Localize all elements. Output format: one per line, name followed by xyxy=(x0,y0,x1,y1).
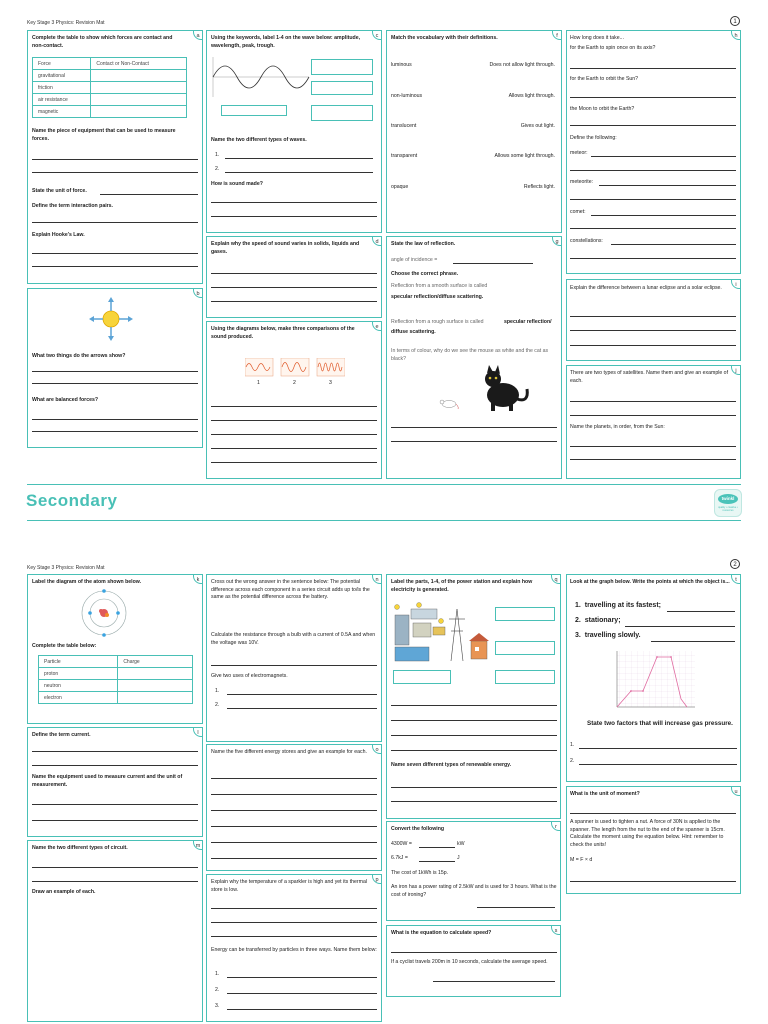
table-header: Charge xyxy=(118,656,193,668)
list-number: 2. xyxy=(215,702,220,708)
answer-line[interactable] xyxy=(32,881,198,882)
table-cell: gravitational xyxy=(33,70,91,82)
twinkl-logo xyxy=(714,489,742,517)
distance-time-graph xyxy=(607,649,697,717)
vocab-definition[interactable]: Gives out light. xyxy=(520,123,555,129)
answer-line[interactable] xyxy=(570,228,736,229)
cat-image xyxy=(471,365,531,411)
table-cell: electron xyxy=(39,692,118,704)
panel-n xyxy=(206,574,382,742)
list-number: 1. xyxy=(215,688,220,694)
answer-line[interactable] xyxy=(419,861,455,862)
question-text: Using the diagrams below, make three comparisons of the sound produced. xyxy=(211,326,355,340)
label-box-2[interactable] xyxy=(495,641,555,655)
answer-line[interactable] xyxy=(32,172,198,173)
table-header: Contact or Non-Contact xyxy=(91,58,187,70)
table-cell: air resistance xyxy=(33,94,91,106)
answer-line[interactable] xyxy=(570,199,736,200)
answer-line[interactable] xyxy=(611,244,736,245)
label-box-1[interactable] xyxy=(495,607,555,621)
panel-tag: u xyxy=(731,786,741,796)
answer-line[interactable] xyxy=(211,936,377,937)
answer-line[interactable] xyxy=(32,765,198,766)
question-text: Define the term current. xyxy=(32,732,91,738)
list-number: 2. xyxy=(570,758,575,764)
panel-s xyxy=(386,925,561,997)
answer-line[interactable] xyxy=(211,420,377,421)
panel-l xyxy=(27,727,203,837)
panel-tag: d xyxy=(372,236,382,246)
panel-m xyxy=(27,840,203,1022)
question-text: Give two uses of electromagnets. xyxy=(211,673,288,679)
answer-line[interactable] xyxy=(211,462,377,463)
answer-line[interactable] xyxy=(211,908,377,909)
panel-r xyxy=(386,821,561,921)
definition-term: meteor: xyxy=(570,150,588,156)
table-header: Force xyxy=(33,58,91,70)
question-text: Complete the table to show which forces are contact and non-contact. xyxy=(32,35,173,49)
table-cell: neutron xyxy=(39,680,118,692)
panel-tag: m xyxy=(193,840,203,850)
table-cell: friction xyxy=(33,82,91,94)
panel-k xyxy=(27,574,203,724)
definition-term: constellations: xyxy=(570,238,603,244)
banner-top-line xyxy=(27,484,741,485)
conversion-unit: kW xyxy=(457,841,465,847)
prompt-text: Reflection from a smooth surface is called xyxy=(391,283,488,289)
conversion-left: 4300W = xyxy=(391,841,412,847)
panel-tag: c xyxy=(372,30,382,40)
answer-line[interactable] xyxy=(211,810,377,811)
question-text: Define the term interaction pairs. xyxy=(32,203,114,209)
question-text: Define the following: xyxy=(570,135,617,141)
answer-cell[interactable] xyxy=(118,692,193,704)
answer-line[interactable] xyxy=(211,842,377,843)
vocab-word[interactable]: non-luminous xyxy=(391,93,423,99)
table-header: Particle xyxy=(39,656,118,668)
label-box-3[interactable] xyxy=(221,105,287,116)
answer-line[interactable] xyxy=(570,459,736,460)
answer-line[interactable] xyxy=(591,156,736,157)
panel-tag: b xyxy=(193,288,203,298)
panel-e xyxy=(206,321,382,479)
page-header: Key Stage 3 Physics: Revision Mat xyxy=(27,565,105,571)
question-text: Convert the following xyxy=(391,826,445,832)
panel-tag: k xyxy=(193,574,203,584)
answer-line[interactable] xyxy=(32,804,198,805)
answer-line[interactable] xyxy=(32,383,198,384)
answer-line[interactable] xyxy=(570,330,736,331)
answer-line[interactable] xyxy=(211,406,377,407)
answer-line[interactable] xyxy=(32,253,198,254)
question-text: What is the equation to calculate speed? xyxy=(391,930,492,936)
question-text: Name the planets, in order, from the Sun: xyxy=(570,424,665,430)
answer-line[interactable] xyxy=(570,881,736,882)
panel-p xyxy=(206,874,382,1022)
answer-line[interactable] xyxy=(391,720,557,721)
answer-line[interactable] xyxy=(570,125,736,126)
label-box-1[interactable] xyxy=(311,59,373,75)
answer-line[interactable] xyxy=(100,194,198,195)
answer-line[interactable] xyxy=(570,415,736,416)
answer-line[interactable] xyxy=(599,185,736,186)
vocab-definition[interactable]: Does not allow light through. xyxy=(489,62,555,68)
answer-line[interactable] xyxy=(211,858,377,859)
answer-line[interactable] xyxy=(225,158,373,159)
mouse-image xyxy=(437,397,459,409)
answer-line[interactable] xyxy=(579,748,737,749)
answer-line[interactable] xyxy=(570,68,736,69)
vocab-word[interactable]: translucent xyxy=(391,123,417,129)
panel-b xyxy=(27,288,203,448)
answer-line[interactable] xyxy=(211,778,377,779)
answer-line[interactable] xyxy=(667,611,735,612)
definition-term: comet: xyxy=(570,209,586,215)
panel-q xyxy=(386,574,561,819)
question-text: Label the parts, 1-4, of the power station and explain how electricity is generated. xyxy=(391,579,533,593)
answer-cell[interactable] xyxy=(91,82,187,94)
panel-tag: n xyxy=(372,574,382,584)
question-text: Name the two different types of circuit. xyxy=(32,845,128,851)
panel-tag: j xyxy=(731,365,741,375)
question-text: An iron has a power rating of 2.5kW and is used for 3 hours. What is the cost of ironing? xyxy=(391,884,557,898)
list-item-3: 3. travelling slowly. xyxy=(575,632,641,639)
answer-line[interactable] xyxy=(433,981,555,982)
page-number: 2 xyxy=(730,559,740,569)
sound-wave-diagrams xyxy=(245,358,345,380)
question-text: The cost of 1kWh is 15p. xyxy=(391,870,449,876)
vocab-definition[interactable]: Reflects light. xyxy=(523,184,555,190)
label-box-2[interactable] xyxy=(311,81,373,95)
question-text: Name seven different types of renewable energy. xyxy=(391,762,512,768)
table-cell: proton xyxy=(39,668,118,680)
page-number: 1 xyxy=(730,16,740,26)
answer-line[interactable] xyxy=(570,345,736,346)
answer-line[interactable] xyxy=(211,202,377,203)
answer-line[interactable] xyxy=(211,434,377,435)
answer-line[interactable] xyxy=(32,751,198,752)
question-text: for the Earth to spin once on its axis? xyxy=(570,45,656,51)
wave-diagram xyxy=(211,53,311,99)
answer-line[interactable] xyxy=(419,847,455,848)
panel-c xyxy=(206,30,382,233)
panel-tag: h xyxy=(731,30,741,40)
prompt-text: In terms of colour, why do we see the mouse as white and the cat as black? xyxy=(391,348,549,362)
answer-line[interactable] xyxy=(391,801,557,802)
panel-a xyxy=(27,30,203,284)
answer-line[interactable] xyxy=(391,787,557,788)
logo-wordmark: twinkl xyxy=(718,494,738,504)
panel-t xyxy=(566,574,741,782)
answer-line[interactable] xyxy=(211,826,377,827)
answer-line[interactable] xyxy=(227,708,377,709)
panel-tag: a xyxy=(193,30,203,40)
list-item-2: 2. stationary; xyxy=(575,617,621,624)
question-text: Name the five different energy stores and give an example for each. xyxy=(211,749,367,755)
list-number: 2. xyxy=(215,987,220,993)
panel-d xyxy=(206,236,382,318)
answer-cell[interactable] xyxy=(91,70,187,82)
answer-line[interactable] xyxy=(453,263,533,264)
question-text: What two things do the arrows show? xyxy=(32,353,126,359)
answer-line[interactable] xyxy=(211,922,377,923)
answer-cell[interactable] xyxy=(118,668,193,680)
answer-line[interactable] xyxy=(391,735,557,736)
forces-diagram xyxy=(86,297,136,341)
question-text: What are balanced forces? xyxy=(32,397,99,403)
diagram-label: 2 xyxy=(293,380,296,386)
answer-line[interactable] xyxy=(227,1009,377,1010)
forces-table xyxy=(32,57,187,118)
panel-tag: r xyxy=(551,821,561,831)
choice-phrase[interactable]: specular reflection/diffuse scattering. xyxy=(391,294,484,300)
list-number: 3. xyxy=(215,1003,220,1009)
question-text: State the law of reflection. xyxy=(391,241,456,247)
answer-line[interactable] xyxy=(32,431,198,432)
answer-line[interactable] xyxy=(211,273,377,274)
panel-j xyxy=(566,365,741,479)
question-text: Explain the difference between a lunar eclipse and a solar eclipse. xyxy=(570,285,722,291)
answer-line[interactable] xyxy=(227,977,377,978)
atom-diagram xyxy=(78,587,130,639)
panel-tag: l xyxy=(193,727,203,737)
panel-tag: f xyxy=(552,30,562,40)
question-text: Name the equipment used to measure current and the unit of measurement. xyxy=(32,774,183,788)
answer-line[interactable] xyxy=(32,371,198,372)
answer-line[interactable] xyxy=(211,287,377,288)
answer-line[interactable] xyxy=(570,97,736,98)
list-number: 2. xyxy=(215,166,220,172)
question-text: Explain Hooke's Law. xyxy=(32,232,85,238)
answer-line[interactable] xyxy=(570,813,736,814)
panel-tag: o xyxy=(372,744,382,754)
answer-line[interactable] xyxy=(211,216,377,217)
answer-line[interactable] xyxy=(32,222,198,223)
answer-line[interactable] xyxy=(211,665,377,666)
question-text: What is the unit of moment? xyxy=(570,791,640,797)
answer-line[interactable] xyxy=(32,266,198,267)
question-text: Explain why the speed of sound varies in solids, liquids and gases. xyxy=(211,241,360,255)
answer-line[interactable] xyxy=(570,258,736,259)
question-text: Name the two different types of waves. xyxy=(211,137,307,143)
label-box-4[interactable] xyxy=(495,670,555,684)
answer-line[interactable] xyxy=(391,427,557,428)
definition-term: meteorite: xyxy=(570,179,594,185)
prompt-text: angle of incidence = xyxy=(391,257,438,263)
answer-line[interactable] xyxy=(579,764,737,765)
power-station-diagram xyxy=(393,601,489,663)
panel-i xyxy=(566,279,741,361)
answer-line[interactable] xyxy=(211,301,377,302)
question-text: Complete the table below: xyxy=(32,643,97,649)
vocab-word[interactable]: opaque xyxy=(391,184,409,190)
question-text: Choose the correct phrase. xyxy=(391,271,459,277)
particle-table xyxy=(38,655,193,704)
answer-cell[interactable] xyxy=(91,106,187,118)
question-text: Energy can be transferred by particles in three ways. Name them below: xyxy=(211,947,377,953)
vocab-word[interactable]: transparent xyxy=(391,153,418,159)
question-text: the Moon to orbit the Earth? xyxy=(570,106,635,112)
answer-line[interactable] xyxy=(570,401,736,402)
banner-bottom-line xyxy=(27,520,741,521)
panel-tag: i xyxy=(731,279,741,289)
vocab-word[interactable]: luminous xyxy=(391,62,412,68)
question-text: Calculate the resistance through a bulb with a current of 0.5A and when the voltage was 10V. xyxy=(211,632,376,646)
list-item-1: 1. travelling at its fastest; xyxy=(575,602,661,609)
answer-line[interactable] xyxy=(227,993,377,994)
list-number: 1. xyxy=(570,742,575,748)
answer-line[interactable] xyxy=(211,448,377,449)
answer-line[interactable] xyxy=(32,419,198,420)
question-text: Cross out the wrong answer in the sentence below: The potential difference across each component in a series circuit adds up to/is the same as the potential difference across the battery. xyxy=(211,579,370,600)
panel-tag: p xyxy=(372,874,382,884)
answer-line[interactable] xyxy=(591,215,736,216)
answer-cell[interactable] xyxy=(118,680,193,692)
answer-cell[interactable] xyxy=(91,94,187,106)
prompt-text: Reflection from a rough surface is called xyxy=(391,319,484,325)
answer-line[interactable] xyxy=(625,626,735,627)
page-header: Key Stage 3 Physics: Revision Mat xyxy=(27,20,105,26)
secondary-banner-title: Secondary xyxy=(26,491,118,510)
panel-tag: e xyxy=(372,321,382,331)
answer-line[interactable] xyxy=(391,750,557,751)
vocab-definition[interactable]: Allows light through. xyxy=(508,93,555,99)
question-text: If a cyclist travels 200m in 10 seconds, calculate the average speed. xyxy=(391,959,548,965)
answer-line[interactable] xyxy=(651,641,735,642)
question-text: State two factors that will increase gas pressure. xyxy=(587,720,733,727)
question-text: Draw an example of each. xyxy=(32,889,96,895)
label-box-3[interactable] xyxy=(393,670,451,684)
answer-line[interactable] xyxy=(570,170,736,171)
panel-g xyxy=(386,236,562,479)
panel-h xyxy=(566,30,741,274)
panel-f xyxy=(386,30,562,233)
answer-line[interactable] xyxy=(211,794,377,795)
answer-line[interactable] xyxy=(570,446,736,447)
question-text: Look at the graph below. Write the points at which the object is... xyxy=(570,579,730,585)
diagram-label: 3 xyxy=(329,380,332,386)
conversion-unit: J xyxy=(457,855,460,861)
panel-tag: s xyxy=(551,925,561,935)
diagram-label: 1 xyxy=(257,380,260,386)
conversion-left: 6.7kJ = xyxy=(391,855,408,861)
question-text: Using the keywords, label 1-4 on the wave below: amplitude, wavelength, peak, trough. xyxy=(211,35,361,49)
panel-tag: q xyxy=(551,574,561,584)
choice-phrase[interactable]: diffuse scattering. xyxy=(391,329,436,335)
panel-u xyxy=(566,786,741,894)
choice-phrase[interactable]: specular reflection/ xyxy=(504,319,552,325)
panel-tag: g xyxy=(552,236,562,246)
answer-line[interactable] xyxy=(225,172,373,173)
question-text: How long does it take... xyxy=(570,35,624,41)
answer-line[interactable] xyxy=(570,316,736,317)
panel-tag: t xyxy=(731,574,741,584)
panel-o xyxy=(206,744,382,871)
logo-tagline: quality • creative • resources xyxy=(718,506,738,512)
question-text: Explain why the temperature of a sparkler is high and yet its thermal store is low. xyxy=(211,879,367,893)
question-text: Name the piece of equipment that can be used to measure forces. xyxy=(32,128,176,142)
answer-line[interactable] xyxy=(477,907,555,908)
question-text: How is sound made? xyxy=(211,181,263,187)
answer-line[interactable] xyxy=(227,694,377,695)
list-number: 1. xyxy=(215,971,220,977)
answer-line[interactable] xyxy=(391,705,557,706)
answer-line[interactable] xyxy=(391,441,557,442)
answer-line[interactable] xyxy=(32,159,198,160)
answer-line[interactable] xyxy=(32,867,198,868)
question-text: for the Earth to orbit the Sun? xyxy=(570,76,639,82)
question-text: Label the diagram of the atom shown below. xyxy=(32,579,142,585)
vocab-definition[interactable]: Allows some light through. xyxy=(494,153,555,159)
question-text: There are two types of satellites. Name them and give an example of each. xyxy=(570,370,729,384)
equation: M = F × d xyxy=(570,857,593,863)
answer-line[interactable] xyxy=(391,952,557,953)
question-text: State the unit of force. xyxy=(32,188,87,194)
answer-line[interactable] xyxy=(32,820,198,821)
table-cell: magnetic xyxy=(33,106,91,118)
label-box-4[interactable] xyxy=(311,105,373,121)
question-text: Match the vocabulary with their definitions. xyxy=(391,35,498,41)
list-number: 1. xyxy=(215,152,220,158)
question-text: A spanner is used to tighten a nut. A force of 30N is applied to the spanner. The length from the nut to the end of the spanner is 15cm. Calculate the moment using the equation below. Hint: remember to check the units! xyxy=(570,819,725,848)
